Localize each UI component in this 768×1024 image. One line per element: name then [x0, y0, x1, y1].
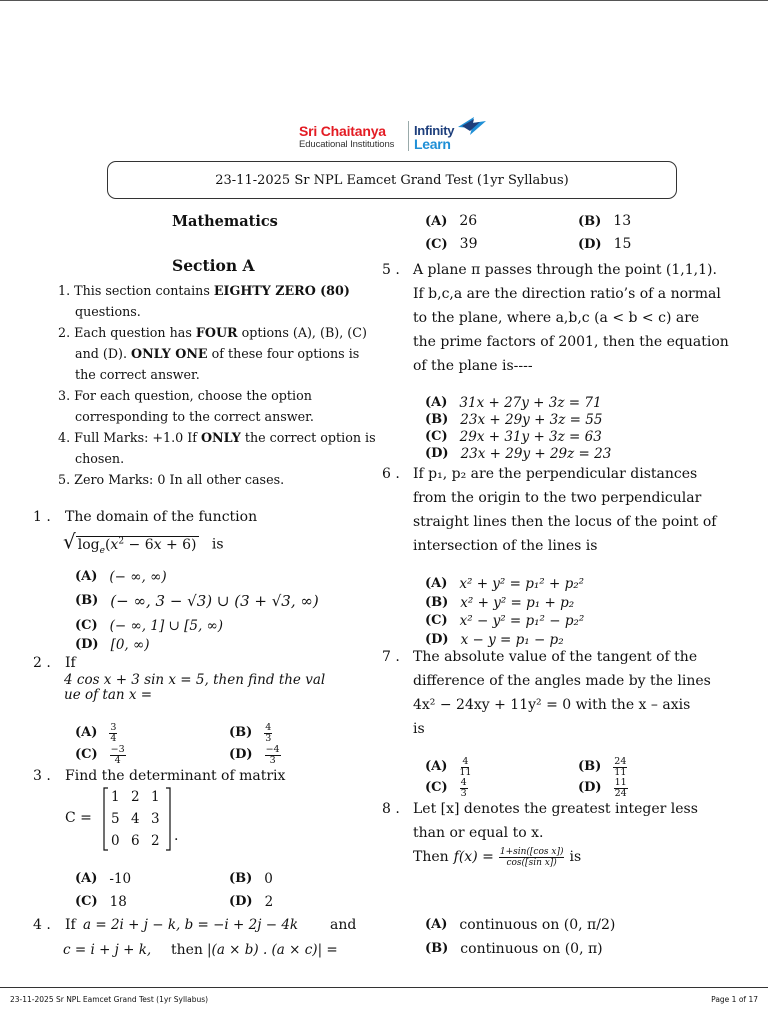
- q4-option-d[interactable]: (D) 15: [578, 236, 632, 252]
- brand-subtitle: Educational Institutions: [299, 139, 395, 150]
- option-c[interactable]: (C) (− ∞, 1] ∪ [5, ∞): [75, 618, 224, 634]
- page-number: Page 1 of 17: [711, 995, 758, 1004]
- brand-name: Sri Chaitanya: [299, 123, 386, 139]
- question-4: [33, 913, 378, 973]
- subject-heading: Mathematics: [172, 213, 278, 230]
- question-number: 8 .: [382, 801, 400, 817]
- matrix-cells: [111, 786, 169, 852]
- option-c[interactable]: (C) $\frac{-3}{4}$: [75, 743, 125, 766]
- option-b[interactable]: (B) (− ∞, 3 − √3) ∪ (3 + √3, ∞): [75, 592, 319, 610]
- option-b[interactable]: (B) $\frac{24}{11}$: [578, 755, 627, 778]
- option-a[interactable]: (A) continuous on (0, π/2): [425, 917, 616, 933]
- footer-rule: [0, 987, 768, 988]
- question-text: If: [65, 917, 76, 933]
- option-a[interactable]: (A) $\frac{3}{4}$: [75, 721, 117, 744]
- question-text: The domain of the function: [65, 509, 258, 525]
- option-c[interactable]: (C) $\frac{4}{3}$: [425, 776, 467, 799]
- question-8: [382, 797, 762, 967]
- question-3: [33, 764, 378, 914]
- partner-name-line2: Learn: [414, 136, 451, 152]
- matrix-cell: 2: [131, 789, 140, 805]
- instruction-item: 1. This section contains EIGHTY ZERO (80) questions.: [58, 283, 350, 319]
- matrix: 1 2 1 5 4 3 0 6 2 .: [103, 786, 203, 852]
- matrix-cell: 1: [111, 789, 120, 805]
- question-7: [382, 645, 762, 799]
- question-number: 6 .: [382, 466, 400, 482]
- then-text: then: [171, 942, 203, 958]
- option-b[interactable]: (B) continuous on (0, π): [425, 941, 603, 957]
- option-c[interactable]: (C) 29x + 31y + 3z = 63: [425, 429, 602, 445]
- instructions-list: [58, 280, 378, 490]
- matrix-label: C =: [65, 810, 92, 826]
- question-number: 2 .: [33, 655, 51, 671]
- and-text: and: [330, 917, 357, 933]
- matrix-cell: 2: [151, 833, 160, 849]
- question-text: If p₁, p₂ are the perpendicular distances from the origin to the two perpendicular straight lines then the locus of the point of intersection of the lines is: [413, 466, 717, 554]
- partner-name-line1: Infinity: [414, 123, 455, 138]
- matrix-cell: 3: [151, 811, 160, 827]
- option-a[interactable]: (A) x² + y² = p₁² + p₂²: [425, 576, 585, 592]
- arrow-logo-icon: [456, 113, 488, 139]
- q4-option-c[interactable]: (C) 39: [425, 236, 478, 252]
- matrix-cell: 1: [151, 789, 160, 805]
- option-b[interactable]: (B) 23x + 29y + 3z = 55: [425, 412, 603, 428]
- q4-option-a[interactable]: (A) 26: [425, 213, 478, 229]
- vector-c: c = i + j + k,: [63, 942, 152, 958]
- option-b[interactable]: (B) $\frac{4}{3}$: [229, 721, 272, 744]
- test-title: 23-11-2025 Sr NPL Eamcet Grand Test (1yr Syllabus): [215, 172, 569, 188]
- option-d[interactable]: (D) $\frac{11}{24}$: [578, 776, 627, 799]
- option-a[interactable]: (A) 31x + 27y + 3z = 71: [425, 395, 602, 411]
- question-number: 7 .: [382, 649, 400, 665]
- option-b[interactable]: (B) 0: [229, 871, 273, 887]
- option-d[interactable]: (D) 2: [229, 894, 274, 910]
- instruction-item: 2. Each question has FOUR options (A), (B), (C) and (D). ONLY ONE of these four options is the correct answer.: [58, 325, 367, 382]
- option-c[interactable]: (C) x² − y² = p₁² − p₂²: [425, 613, 585, 629]
- option-d[interactable]: (D) $\frac{-4}{3}$: [229, 743, 280, 766]
- option-a[interactable]: (A) $\frac{4}{11}$: [425, 755, 472, 778]
- question-expression: |(a × b) . (a × c)| =: [207, 942, 338, 958]
- question-number: 3 .: [33, 768, 51, 784]
- header-logo: [299, 113, 489, 153]
- question-text: A plane π passes through the point (1,1,1). If b,c,a are the direction ratio’s of a normal to the plane, where a,b,c (a < b < c) are the prime factors of 2001, then the equation of the plane is----: [413, 262, 729, 374]
- instruction-item: 5. Zero Marks: 0 In all other cases.: [58, 472, 285, 487]
- option-a[interactable]: (A) (− ∞, ∞): [75, 569, 167, 585]
- question-2: [33, 651, 378, 766]
- matrix-cell: 4: [131, 811, 140, 827]
- question-text: Let [x] denotes the greatest integer less than or equal to x.: [413, 801, 698, 841]
- question-text: Find the determinant of matrix: [65, 768, 286, 784]
- question-number: 4 .: [33, 917, 51, 933]
- option-a[interactable]: (A) -10: [75, 871, 132, 887]
- question-5: [382, 258, 762, 463]
- footer-title: 23-11-2025 Sr NPL Eamcet Grand Test (1yr Syllabus): [10, 995, 209, 1004]
- option-d[interactable]: (D) [0, ∞): [75, 637, 150, 653]
- test-title-box: [107, 161, 677, 199]
- instruction-item: 3. For each question, choose the option corresponding to the correct answer.: [58, 388, 314, 424]
- matrix-cell: 5: [111, 811, 120, 827]
- matrix-cell: 0: [111, 833, 120, 849]
- question-number: 1 .: [33, 509, 51, 525]
- q4-option-b[interactable]: (B) 13: [578, 213, 632, 229]
- question-number: 5 .: [382, 262, 400, 278]
- question-text: If: [65, 655, 76, 671]
- logo-divider: [408, 121, 409, 151]
- question-expression: √ $\log_e(x^2 - 6x + 6)$ is: [63, 529, 224, 556]
- question-6: [382, 462, 762, 647]
- vector-a-b: a = 2i + j − k, b = −i + 2j − 4k: [83, 917, 299, 933]
- question-text: The absolute value of the tangent of the difference of the angles made by the lines 4x² − 24xy + 11y² = 0 with the x – axis is: [413, 649, 711, 737]
- question-expression: 4 cos x + 3 sin x = 5, then find the val ue of tan x =: [64, 672, 326, 703]
- option-d[interactable]: (D) 23x + 29y + 29z = 23: [425, 446, 612, 462]
- option-b[interactable]: (B) x² + y² = p₁ + p₂: [425, 595, 575, 611]
- section-heading: Section A: [172, 256, 255, 275]
- option-c[interactable]: (C) 18: [75, 894, 127, 910]
- option-d[interactable]: (D) x − y = p₁ − p₂: [425, 632, 564, 648]
- instruction-item: 4. Full Marks: +1.0 If ONLY the correct option is chosen.: [58, 430, 376, 466]
- question-1: [33, 505, 373, 655]
- matrix-cell: 6: [131, 833, 140, 849]
- top-rule: [0, 0, 768, 1]
- question-expression: Then f(x) = $\frac{\text{1+sin([cos x])}}{\text{cos([sin x])}}$ is: [413, 846, 582, 868]
